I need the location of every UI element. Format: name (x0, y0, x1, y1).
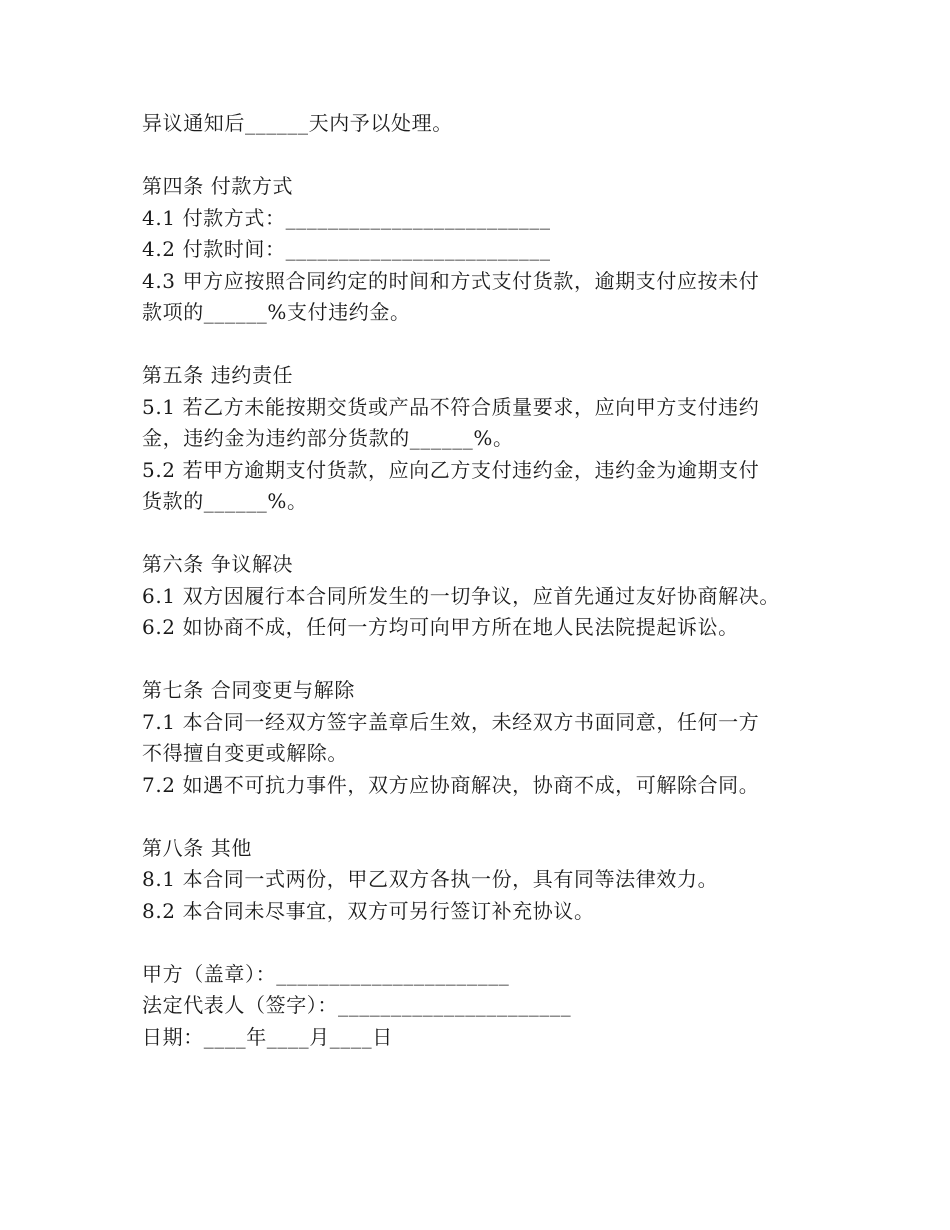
contract-page (142, 108, 842, 1053)
section-heading: 第六条 争议解决 (142, 552, 294, 576)
text-line: 6.2 如协商不成，任何一方均可向甲方所在地人民法院提起诉讼。 (142, 615, 739, 639)
paragraph-gap (142, 329, 842, 361)
date-line: 日期：____年____月____日 (142, 1024, 393, 1049)
paragraph-gap (142, 801, 842, 833)
text-line: 金，违约金为违约部分货款的______%。 (142, 426, 514, 450)
text-line: 异议通知后______天内予以处理。 (142, 111, 453, 135)
paragraph-gap (142, 644, 842, 676)
section-heading: 第八条 其他 (142, 835, 252, 860)
party-a-seal-line: 甲方（盖章）：______________________ (142, 961, 510, 986)
text-line: 4.2 付款时间：_________________________ (142, 237, 551, 261)
paragraph-gap (142, 140, 842, 172)
section-heading: 第五条 违约责任 (142, 363, 294, 387)
text-line: 5.1 若乙方未能按期交货或产品不符合质量要求，应向甲方支付违约 (142, 394, 760, 419)
text-line: 不得擅自变更或解除。 (142, 741, 348, 765)
text-line: 货款的______%。 (142, 489, 308, 513)
text-line: 4.3 甲方应按照合同约定的时间和方式支付货款，逾期支付应按未付 (142, 268, 760, 293)
text-line: 7.1 本合同一经双方签字盖章后生效，未经双方书面同意，任何一方 (142, 709, 760, 734)
text-line: 6.1 双方因履行本合同所发生的一切争议，应首先通过友好协商解决。 (142, 583, 780, 608)
text-line: 4.1 付款方式：_________________________ (142, 205, 551, 230)
paragraph-gap (142, 927, 842, 959)
paragraph-gap (142, 518, 842, 550)
text-line: 款项的______%支付违约金。 (142, 300, 411, 324)
legal-representative-signature-line: 法定代表人（签字）：______________________ (142, 993, 572, 1017)
section-heading: 第四条 付款方式 (142, 174, 294, 198)
section-heading: 第七条 合同变更与解除 (142, 678, 355, 702)
text-line: 7.2 如遇不可抗力事件，双方应协商解决，协商不成，可解除合同。 (142, 772, 760, 797)
text-line: 5.2 若甲方逾期支付货款，应向乙方支付违约金，违约金为逾期支付 (142, 457, 760, 482)
text-line: 8.2 本合同未尽事宜，双方可另行签订补充协议。 (142, 898, 595, 923)
text-line: 8.1 本合同一式两份，甲乙双方各执一份，具有同等法律效力。 (142, 867, 719, 891)
